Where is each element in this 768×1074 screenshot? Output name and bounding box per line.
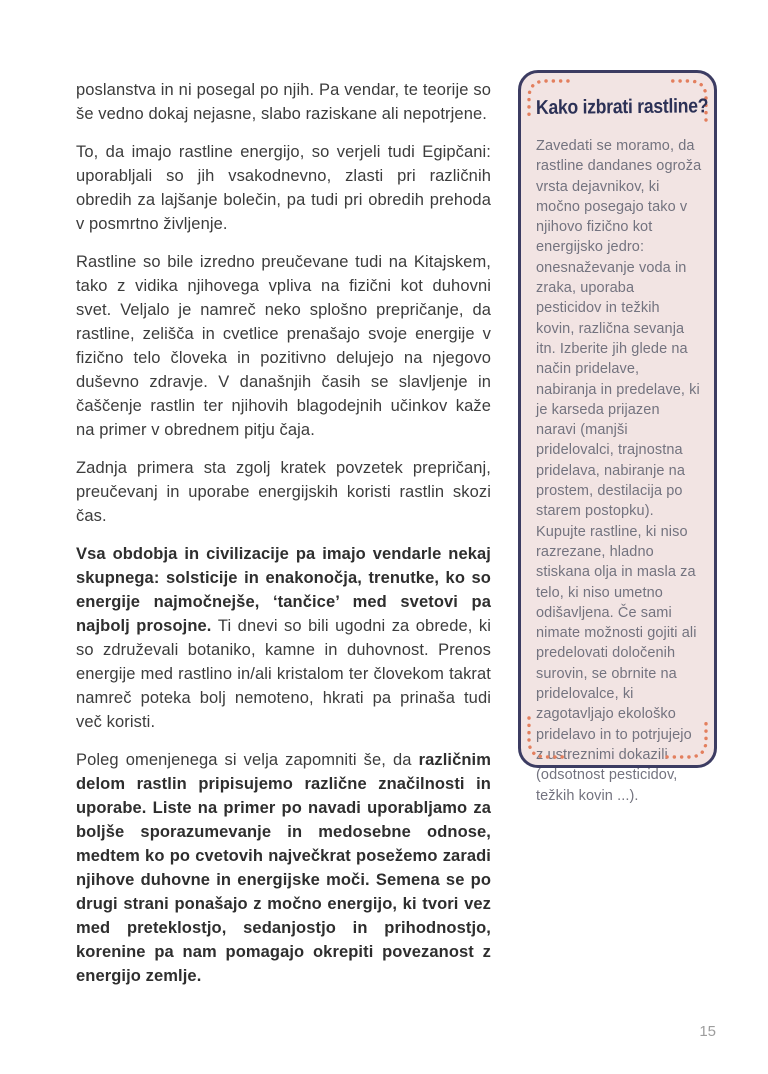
paragraph-text: To, da imajo rastline energijo, so verjeli tudi Egipčani: uporabljali so jih vsakodnevno, zlasti pri različnih obredih za lajšanje bolečin, pa tudi pri obredih prehoda v posmrtno življenje. [76, 143, 491, 233]
paragraph [76, 78, 491, 126]
paragraph [76, 140, 491, 236]
paragraph-text: poslanstva in ni posegal po njih. Pa vendar, te teorije so še vedno dokaj nejasne, slabo raziskane ali nepotrjene. [76, 81, 491, 123]
callout-body-text: Zavedati se moramo, da rastline dandanes ogroža vrsta dejavnikov, ki močno posegajo tako v njihovo fizično kot energijsko jedro: onesnaževanje voda in zraka, uporaba pesticidov in težkih kovin, različna sevanja itn. Izberite jih glede na način pridelave, nabiranja in predelave, ki je karseda prijazen naravi (manjši pridelovalci, trajnostna pridelava, nabiranje na prostem, destilacija po starem postopku). Kupujte rastline, ki niso razrezane, hladno stiskana olja in masla za telo, ki niso umetno odišavljena. Če sami nimate možnosti gojiti ali predelovati določenih surovin, se obrnite na pridelovalce, ki zagotavljajo ekološko pridelavo in to potrjujejo z ustreznimi dokazili (odsotnost pesticidov, težkih kovin ...). [536, 138, 702, 804]
callout-title: Kako izbrati rastline? [535, 95, 709, 119]
callout-box [518, 70, 717, 804]
paragraph-text: Zadnja primera sta zgolj kratek povzetek prepričanj, preučevanj in uporabe energijskih koristi rastlin skozi čas. [76, 459, 491, 525]
paragraph [76, 456, 491, 528]
paragraph [76, 542, 491, 734]
paragraph-text: Rastline so bile izredno preučevane tudi na Kitajskem, tako z vidika njihovega vpliva na fizični kot duhovni svet. Veljalo je namreč neko splošno prepričanje, da rastline, zelišča in cvetlice prenašajo svoje energije v fizično telo človeka in pozitivno delujejo na njegovo duševno zdravje. V današnjih časih se slavljenje in čaščenje rastlin ter njihovih blagodejnih učinkov kaže na primer v obrednem pitju čaja. [76, 253, 491, 439]
paragraph-text: Poleg omenjenega si velja zapomniti še, da [76, 751, 419, 769]
page-number: 15 [699, 1023, 716, 1040]
paragraph-text-bold: Vsa obdobja in civilizacije pa imajo vendarle nekaj skupnega: solsticije in enakonočja, trenutke, ko so energije najmočnejše, ‘tančice’ med svetovi pa najbolj prosojne. [76, 545, 491, 635]
paragraph-list [76, 78, 491, 988]
paragraph-text-bold: različnim delom rastlin pripisujemo različne značilnosti in uporabe. Liste na primer po navadi uporabljamo za boljše sporazumevanje in medosebne odnose, medtem ko po cvetovih največkrat posežemo zaradi njihove duhovne in energijske moči. Semena se po drugi strani ponašajo z močno energijo, ki tvori vez med preteklostjo, sedanjostjo in prihodnostjo, korenine pa nam pomagajo okrepiti povezanost z energijo zemlje. [76, 751, 491, 985]
paragraph [76, 250, 491, 442]
paragraph [76, 748, 491, 988]
body-text-column [76, 78, 491, 1002]
paragraph-text: Ti dnevi so bili ugodni za obrede, ki so združevali botaniko, kamne in duhovnost. Prenos energije med rastlino in/ali kristalom ter človekom takrat namreč poteka bolj nemoteno, hkrati pa prinaša tudi več koristi. [76, 617, 491, 731]
